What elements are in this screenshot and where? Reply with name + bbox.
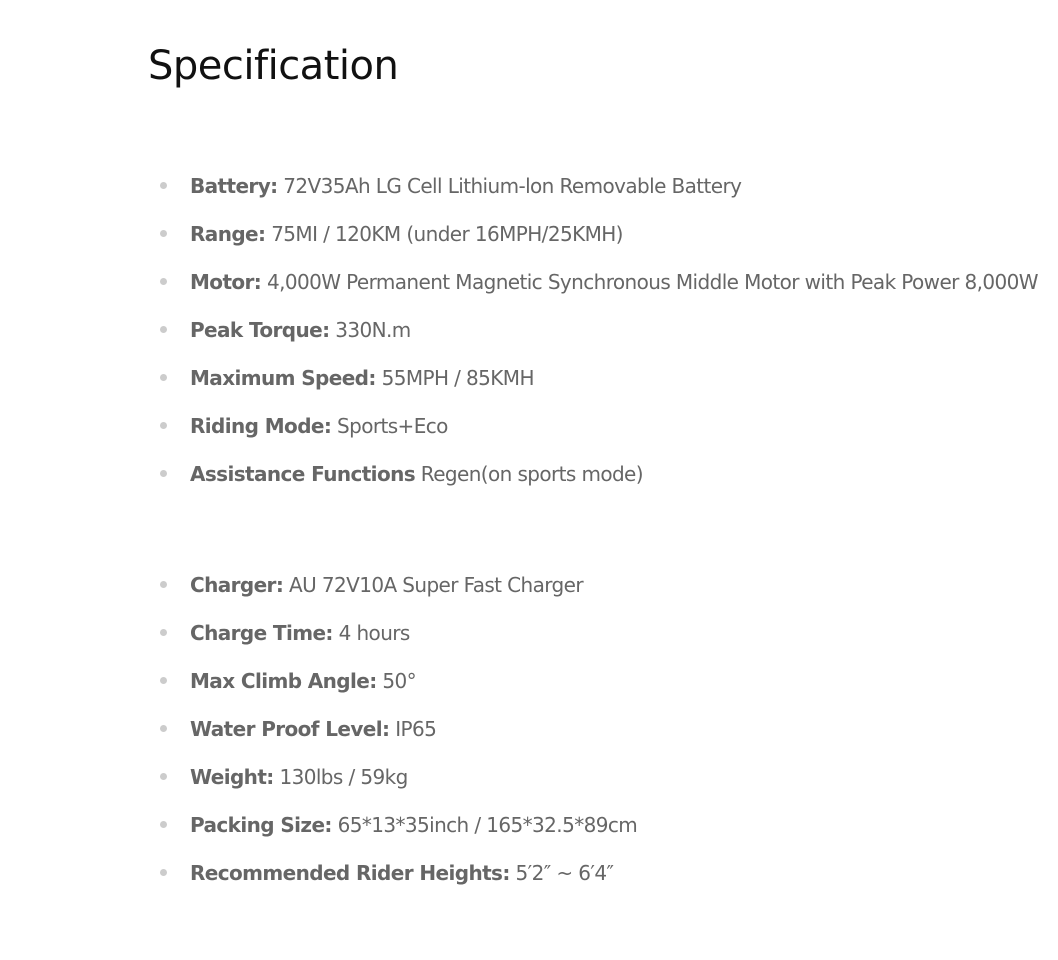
bullet-icon bbox=[160, 182, 167, 189]
spec-value: IP65 bbox=[395, 717, 437, 741]
bullet-icon bbox=[160, 230, 167, 237]
bullet-icon bbox=[160, 677, 167, 684]
bullet-icon bbox=[160, 773, 167, 780]
spec-label: Weight: bbox=[190, 765, 274, 789]
spec-value: 65*13*35inch / 165*32.5*89cm bbox=[337, 813, 638, 837]
spec-label: Packing Size: bbox=[190, 813, 332, 837]
spec-value: Sports+Eco bbox=[337, 414, 448, 438]
bullet-icon bbox=[160, 374, 167, 381]
spec-label: Charge Time: bbox=[190, 621, 333, 645]
spec-label: Battery: bbox=[190, 174, 278, 198]
spec-item-packing-size bbox=[148, 801, 1053, 849]
spec-value: 4 hours bbox=[338, 621, 410, 645]
spec-item-charge-time bbox=[148, 609, 1053, 657]
spec-label: Motor: bbox=[190, 270, 262, 294]
spec-item-range bbox=[148, 210, 1053, 258]
page-title: Specification bbox=[148, 43, 399, 89]
spec-item-charger bbox=[148, 561, 1053, 609]
spec-label: Riding Mode: bbox=[190, 414, 332, 438]
spec-label: Recommended Rider Heights: bbox=[190, 861, 510, 885]
spec-item-maximum-speed bbox=[148, 354, 1053, 402]
bullet-icon bbox=[160, 278, 167, 285]
spec-label: Peak Torque: bbox=[190, 318, 330, 342]
bullet-icon bbox=[160, 725, 167, 732]
spec-item-recommended-rider-heights bbox=[148, 849, 1053, 897]
spec-value: Regen(on sports mode) bbox=[420, 462, 643, 486]
spec-item-water-proof-level bbox=[148, 705, 1053, 753]
spec-label: Assistance Functions bbox=[190, 462, 416, 486]
spec-label: Maximum Speed: bbox=[190, 366, 376, 390]
spec-value: 55MPH / 85KMH bbox=[381, 366, 534, 390]
spec-item-battery bbox=[148, 162, 1053, 210]
spec-value: 4,000W Permanent Magnetic Synchronous Middle Motor with Peak Power 8,000W bbox=[266, 270, 1038, 294]
spec-value: AU 72V10A Super Fast Charger bbox=[288, 573, 583, 597]
spec-value: 5′2″ ~ 6′4″ bbox=[515, 861, 614, 885]
bullet-icon bbox=[160, 629, 167, 636]
spec-value: 50° bbox=[382, 669, 417, 693]
bullet-icon bbox=[160, 326, 167, 333]
spec-value: 130lbs / 59kg bbox=[279, 765, 408, 789]
spec-value: 75MI / 120KM (under 16MPH/25KMH) bbox=[271, 222, 623, 246]
spec-list-general bbox=[148, 561, 1053, 897]
bullet-icon bbox=[160, 869, 167, 876]
bullet-icon bbox=[160, 581, 167, 588]
spec-value: 330N.m bbox=[335, 318, 411, 342]
spec-item-motor bbox=[148, 258, 1053, 306]
spec-label: Water Proof Level: bbox=[190, 717, 390, 741]
spec-item-assistance-functions bbox=[148, 450, 1053, 498]
bullet-icon bbox=[160, 821, 167, 828]
spec-label: Range: bbox=[190, 222, 266, 246]
spec-item-riding-mode bbox=[148, 402, 1053, 450]
spec-item-weight bbox=[148, 753, 1053, 801]
bullet-icon bbox=[160, 422, 167, 429]
spec-list-performance bbox=[148, 162, 1053, 498]
spec-item-peak-torque bbox=[148, 306, 1053, 354]
spec-item-max-climb-angle bbox=[148, 657, 1053, 705]
spec-label: Charger: bbox=[190, 573, 284, 597]
spec-value: 72V35Ah LG Cell Lithium-lon Removable Battery bbox=[283, 174, 742, 198]
spec-label: Max Climb Angle: bbox=[190, 669, 377, 693]
bullet-icon bbox=[160, 470, 167, 477]
